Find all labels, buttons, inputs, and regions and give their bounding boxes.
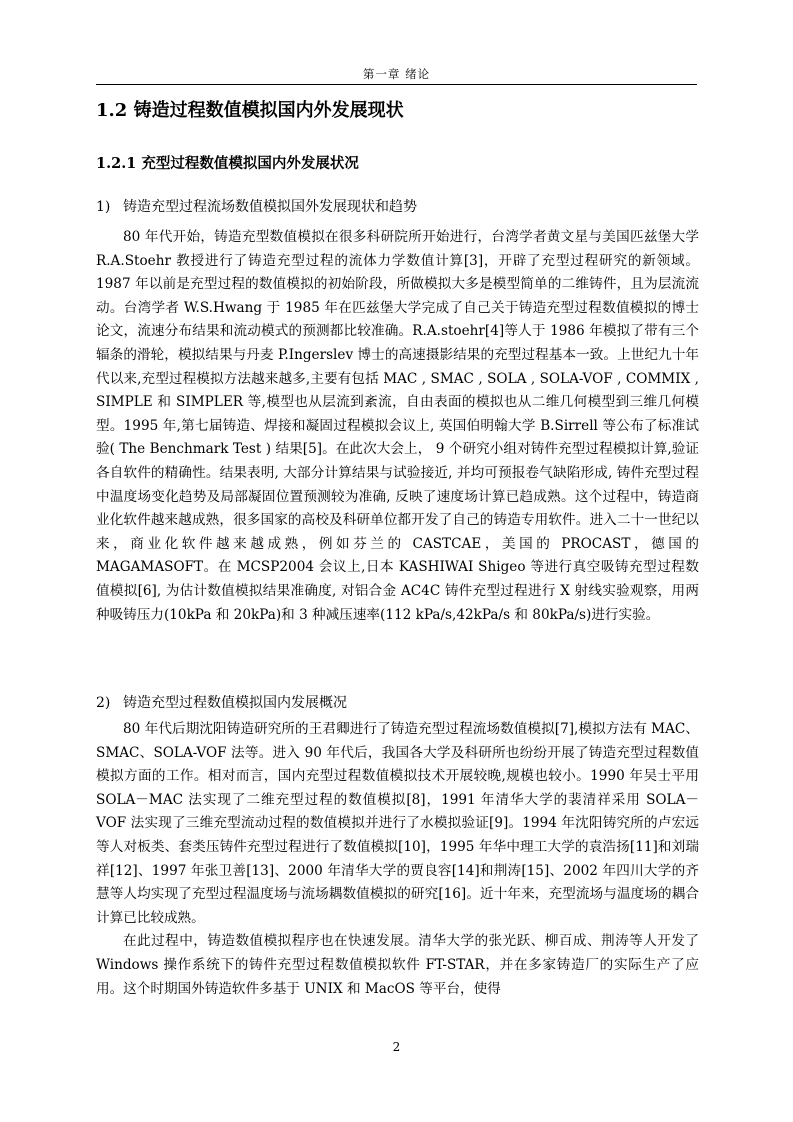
header-rule	[96, 84, 697, 85]
item-1-body	[96, 226, 699, 627]
section-title: 1.2 铸造过程数值模拟国内外发展现状	[96, 100, 404, 121]
item-1-number: 1)	[96, 199, 111, 215]
page-number: 2	[392, 1040, 401, 1054]
item-2-heading	[96, 692, 347, 712]
body-paragraph: 在此过程中，铸造数值模拟程序也在快速发展。清华大学的张光跃、柳百成、荆涛等人开发了 Windows 操作系统下的铸件充型过程数值模拟软件 FT-STAR，并在多家铸造厂的实际生产了应用。这个时期国外铸造软件多基于 UNIX 和 MacOS 等平台，使得	[96, 933, 699, 997]
body-paragraph: 80 年代后期沈阳铸造研究所的王君卿进行了铸造充型过程流场数值模拟[7],模拟方法有 MAC、SMAC、SOLA-VOF 法等。进入 90 年代后，我国各大学及科研所也纷纷开展了铸造充型过程数值模拟方面的工作。相对而言，国内充型过程数值模拟技术开展较晚,规模也较小。1990 年吴士平用 SOLA－MAC 法实现了二维充型过程的数值模拟[8]，1991 年清华大学的裴清祥采用 SOLA－VOF 法实现了三维充型流动过程的数值模拟并进行了水模拟验证[9]。1994 年沈阳铸究所的卢宏远等人对板类、套类压铸件充型过程进行了数值模拟[10]，1995 年华中理工大学的袁浩扬[11]和刘瑞祥[12]、1997 年张卫善[13]、2000 年清华大学的贾良容[14]和荆涛[15]、2002 年四川大学的齐慧等人均实现了充型过程温度场与流场耦数值模拟的研究[16]。近十年来，充型流场与温度场的耦合计算已比较成熟。	[96, 721, 699, 926]
item-2-heading-text: 铸造充型过程数值模拟国内发展概况	[123, 695, 347, 711]
item-2-body	[96, 718, 699, 1001]
running-header: 第一章 绪论	[362, 67, 431, 81]
item-2-number: 2)	[96, 695, 111, 711]
subsection-title: 1.2.1 充型过程数值模拟国内外发展状况	[96, 155, 359, 172]
item-1-heading	[96, 196, 417, 216]
body-paragraph: 80 年代开始，铸造充型数值模拟在很多科研院所开始进行，台湾学者黄文星与美国匹兹堡大学 R.A.Stoehr 教授进行了铸造充型过程的流体力学数值计算[3]，开辟了充型过程研究的新领域。1987 年以前是充型过程的数值模拟的初始阶段，所做模拟大多是模型简单的二维铸件，且为层流流动。台湾学者 W.S.Hwang 于 1985 年在匹兹堡大学完成了自己关于铸造充型过程数值模拟的博士论文，流速分布结果和流动模式的预测都比较准确。R.A.stoehr[4]等人于 1986 年模拟了带有三个辐条的滑轮，模拟结果与丹麦 P.Ingerslev 博士的高速摄影结果的充型过程基本一致。上世纪九十年代以来,充型过程模拟方法越来越多,主要有包括 MAC , SMAC , SOLA , SOLA-VOF , COMMIX , SIMPLE 和 SIMPLER 等,模型也从层流到紊流，自由表面的模拟也从二维几何模型到三维几何模型。1995 年,第七届铸造、焊接和凝固过程模拟会议上, 英国伯明翰大学 B.Sirrell 等公布了标准试验( The Benchmark Test ) 结果[5]。在此次大会上， 9 个研究小组对铸件充型过程模拟计算,验证各自软件的精确性。结果表明, 大部分计算结果与试验接近, 并均可预报卷气缺陷形成, 铸件充型过程中温度场变化趋势及局部凝固位置预测较为准确, 反映了速度场计算已趋成熟。这个过程中，铸造商业化软件越来越成熟，很多国家的高校及科研单位都开发了自己的铸造专用软件。进入二十一世纪以来，商业化软件越来越成熟，例如芬兰的 CASTCAE，美国的 PROCAST，德国的 MAGAMASOFT。在 MCSP2004 会议上,日本 KASHIWAI Shigeo 等进行真空吸铸充型过程数值模拟[6], 为估计数值模拟结果准确度, 对铝合金 AC4C 铸件充型过程进行 X 射线实验观察，用两种吸铸压力(10kPa 和 20kPa)和 3 种减压速率(112 kPa/s,42kPa/s 和 80kPa/s)进行实验。	[96, 229, 699, 623]
item-1-heading-text: 铸造充型过程流场数值模拟国外发展现状和趋势	[123, 199, 417, 215]
